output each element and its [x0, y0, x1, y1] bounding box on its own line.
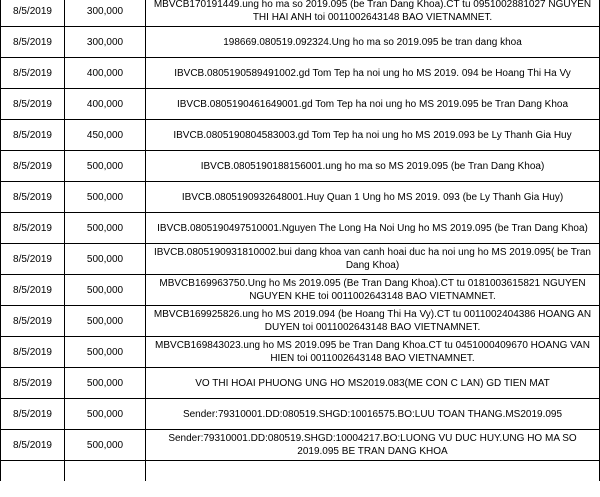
cell-description: Sender:79310001.DD:080519.SHGD:10004217.BO:LUONG VU DUC HUY.UNG HO MA SO 2019.095 BE TRAN DANG KHOA — [146, 430, 600, 461]
cell-amount: 500,000 — [65, 368, 146, 399]
table-row — [1, 89, 600, 120]
empty-cell — [1, 461, 65, 482]
table-row — [1, 244, 600, 275]
cell-amount: 500,000 — [65, 275, 146, 306]
cell-description: MBVCB169925826.ung ho MS 2019.094 (be Hoang Thi Ha Vy).CT tu 0011002404386 HOANG AN DUYEN toi 0011002643148 BAO VIETNAMNET. — [146, 306, 600, 337]
cell-date: 8/5/2019 — [1, 182, 65, 213]
cell-date: 8/5/2019 — [1, 244, 65, 275]
table-row — [1, 399, 600, 430]
cell-amount: 500,000 — [65, 182, 146, 213]
empty-cell — [65, 461, 146, 482]
cell-description: IBVCB.0805190931810002.bui dang khoa van canh hoai duc ha noi ung ho MS 2019.095( be Tran Dang Khoa) — [146, 244, 600, 275]
cell-amount: 500,000 — [65, 337, 146, 368]
table-row — [1, 213, 600, 244]
cell-date: 8/5/2019 — [1, 58, 65, 89]
cell-amount: 500,000 — [65, 399, 146, 430]
table-row-partial — [1, 461, 600, 482]
table-row — [1, 0, 600, 27]
cell-date: 8/5/2019 — [1, 89, 65, 120]
cell-description: IBVCB.0805190497510001.Nguyen The Long Ha Noi Ung ho MS 2019.095 (be Tran Dang Khoa) — [146, 213, 600, 244]
table-row — [1, 58, 600, 89]
cell-description: MBVCB169843023.ung ho MS 2019.095 be Tran Dang Khoa.CT tu 0451000409670 HOANG VAN HIEN toi 0011002643148 BAO VIETNAMNET. — [146, 337, 600, 368]
table-row — [1, 306, 600, 337]
cell-description: MBVCB169963750.Ung ho Ms 2019.095 (Be Tran Dang Khoa).CT tu 0181003615821 NGUYEN NGUYEN KHE toi 0011002643148 BAO VIETNAMNET. — [146, 275, 600, 306]
cell-description: MBVCB170191449.ung ho ma so 2019.095 (be Tran Dang Khoa).CT tu 0951002881027 NGUYEN THI HAI ANH toi 0011002643148 BAO VIETNAMNET. — [146, 0, 600, 27]
table-row — [1, 182, 600, 213]
cell-date: 8/5/2019 — [1, 430, 65, 461]
cell-amount: 300,000 — [65, 27, 146, 58]
empty-cell — [146, 461, 600, 482]
cell-description: IBVCB.0805190188156001.ung ho ma so MS 2019.095 (be Tran Dang Khoa) — [146, 151, 600, 182]
cell-date: 8/5/2019 — [1, 213, 65, 244]
table-row — [1, 368, 600, 399]
cell-amount: 400,000 — [65, 89, 146, 120]
table-row — [1, 275, 600, 306]
table-row — [1, 337, 600, 368]
cell-date: 8/5/2019 — [1, 27, 65, 58]
cell-date: 8/5/2019 — [1, 275, 65, 306]
cell-amount: 500,000 — [65, 306, 146, 337]
cell-amount: 500,000 — [65, 244, 146, 275]
table-row — [1, 120, 600, 151]
cell-description: 198669.080519.092324.Ung ho ma so 2019.095 be tran dang khoa — [146, 27, 600, 58]
cell-description: IBVCB.0805190932648001.Huy Quan 1 Ung ho MS 2019. 093 (be Ly Thanh Gia Huy) — [146, 182, 600, 213]
cell-date: 8/5/2019 — [1, 120, 65, 151]
cell-amount: 300,000 — [65, 0, 146, 27]
cell-amount: 500,000 — [65, 213, 146, 244]
cell-date: 8/5/2019 — [1, 399, 65, 430]
cell-description: IBVCB.0805190461649001.gd Tom Tep ha noi ung ho MS 2019.095 be Tran Dang Khoa — [146, 89, 600, 120]
cell-date: 8/5/2019 — [1, 0, 65, 27]
cell-description: Sender:79310001.DD:080519.SHGD:10016575.BO:LUU TOAN THANG.MS2019.095 — [146, 399, 600, 430]
cell-amount: 450,000 — [65, 120, 146, 151]
table-row — [1, 430, 600, 461]
cell-date: 8/5/2019 — [1, 368, 65, 399]
cell-amount: 500,000 — [65, 151, 146, 182]
cell-date: 8/5/2019 — [1, 337, 65, 368]
transactions-body — [1, 0, 600, 481]
cell-date: 8/5/2019 — [1, 151, 65, 182]
table-row — [1, 27, 600, 58]
cell-date: 8/5/2019 — [1, 306, 65, 337]
cell-description: VO THI HOAI PHUONG UNG HO MS2019.083(ME CON C LAN) GD TIEN MAT — [146, 368, 600, 399]
cell-amount: 400,000 — [65, 58, 146, 89]
table-row — [1, 151, 600, 182]
cell-description: IBVCB.0805190589491002.gd Tom Tep ha noi ung ho MS 2019. 094 be Hoang Thi Ha Vy — [146, 58, 600, 89]
cell-description: IBVCB.0805190804583003.gd Tom Tep ha noi ung ho MS 2019.093 be Ly Thanh Gia Huy — [146, 120, 600, 151]
cell-amount: 500,000 — [65, 430, 146, 461]
